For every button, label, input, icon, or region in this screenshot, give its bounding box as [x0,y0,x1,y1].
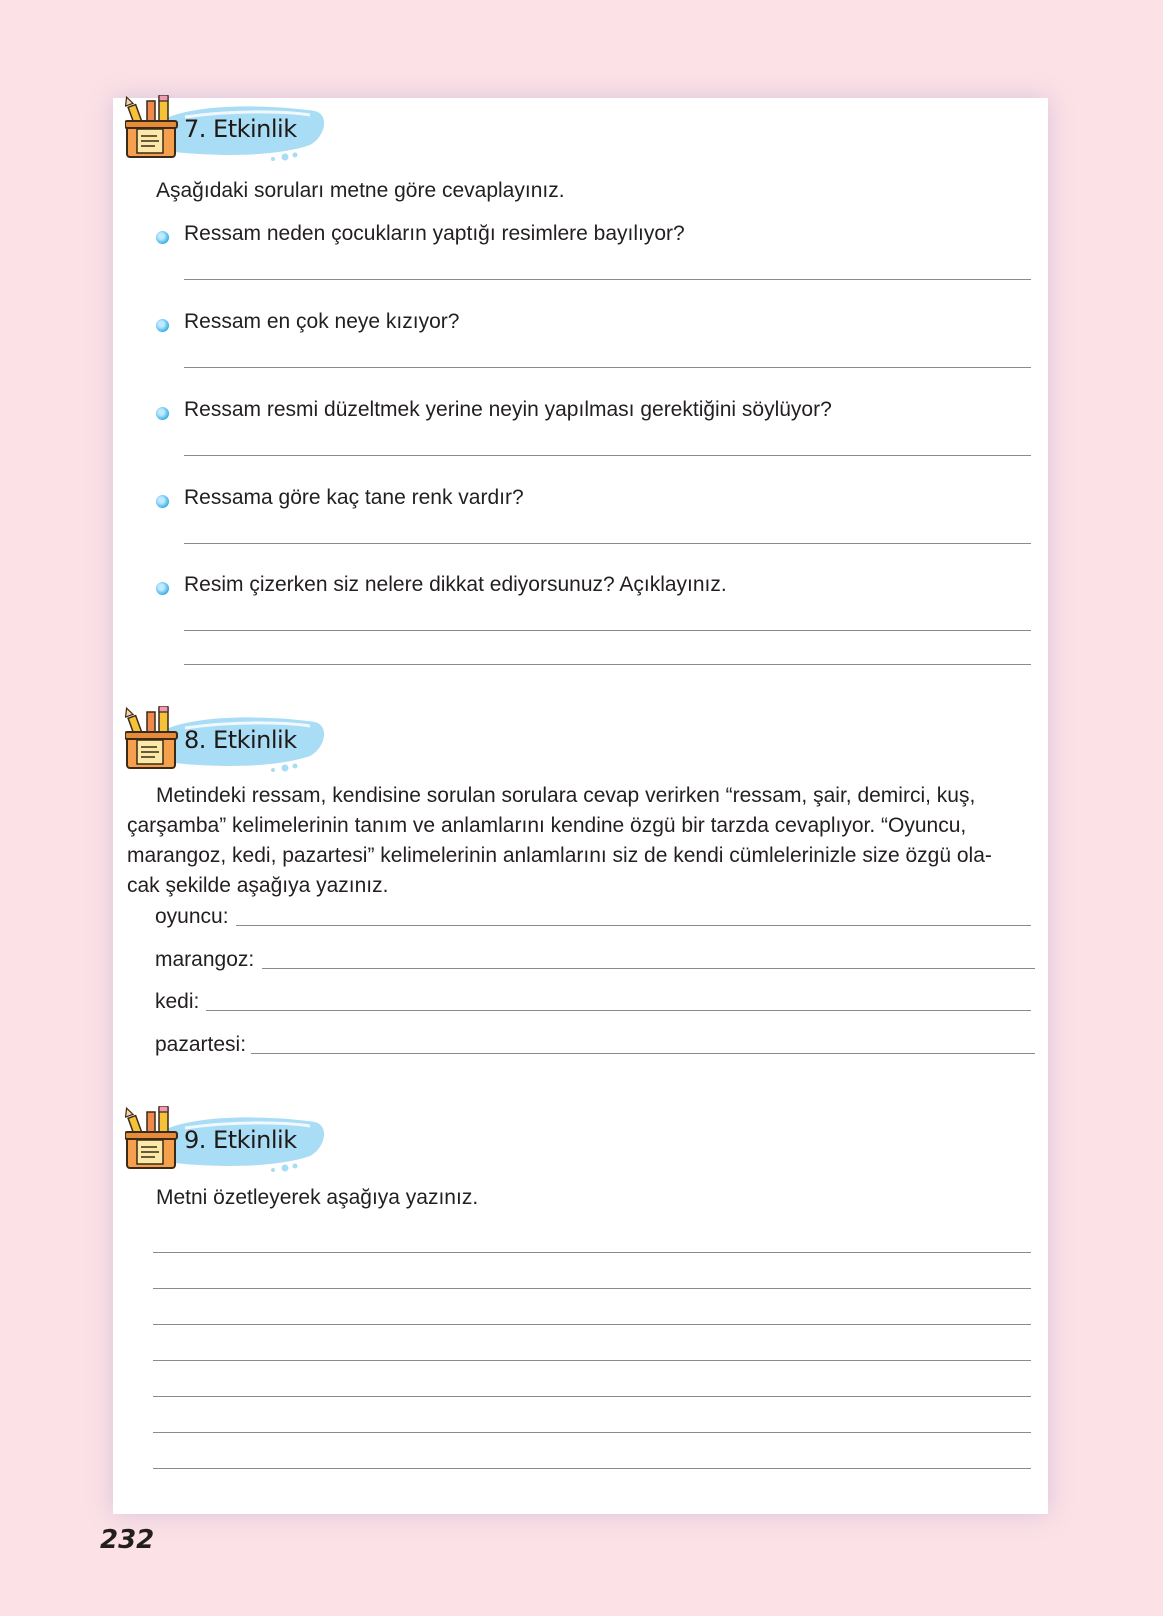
paragraph-line: marangoz, kedi, pazartesi” kelimelerinin anlamlarını siz de kendi cümlelerinizle size özgü ola- [127,844,992,867]
answer-line-2[interactable] [184,367,1031,368]
activity-9-instruction: Metni özetleyerek aşağıya yazınız. [156,1186,479,1209]
answer-line-1[interactable] [184,279,1031,280]
bullet-icon [156,495,169,508]
summary-line-4[interactable] [153,1360,1031,1361]
field-line-marangoz[interactable] [262,968,1035,969]
activity-9-title: 9. Etkinlik [184,1126,297,1154]
summary-line-3[interactable] [153,1324,1031,1325]
field-label-kedi: kedi: [155,990,200,1013]
bullet-icon [156,407,169,420]
bullet-icon [156,582,169,595]
summary-line-5[interactable] [153,1396,1031,1397]
answer-line-4[interactable] [184,543,1031,544]
field-label-oyuncu: oyuncu: [155,905,229,928]
activity-7-title: 7. Etkinlik [184,115,297,143]
field-label-pazartesi: pazartesi: [155,1033,247,1056]
activity-8-paragraph [127,781,1027,901]
question-1: Ressam neden çocukların yaptığı resimlere bayılıyor? [184,222,685,245]
activity-7-instruction: Aşağıdaki soruları metne göre cevaplayınız. [156,179,565,202]
paragraph-line: çarşamba” kelimelerinin tanım ve anlamlarını kendine özgü bir tarzda cevaplıyor. “Oyuncu, [127,814,967,837]
bullet-icon [156,231,169,244]
summary-line-6[interactable] [153,1432,1031,1433]
question-2: Ressam en çok neye kızıyor? [184,310,460,333]
activity-9-badge [125,1106,335,1178]
field-label-marangoz: marangoz: [155,948,255,971]
field-line-kedi[interactable] [206,1010,1031,1011]
question-3: Ressam resmi düzeltmek yerine neyin yapılması gerektiğini söylüyor? [184,398,832,421]
activity-8-title: 8. Etkinlik [184,726,297,754]
question-4: Ressama göre kaç tane renk vardır? [184,486,524,509]
field-line-oyuncu[interactable] [236,925,1031,926]
question-5: Resim çizerken siz nelere dikkat ediyorsunuz? Açıklayınız. [184,573,727,596]
activity-8-badge [125,706,335,778]
answer-line-5a[interactable] [184,630,1031,631]
paragraph-line: cak şekilde aşağıya yazınız. [127,874,389,897]
field-line-pazartesi[interactable] [251,1053,1035,1054]
page-number: 232 [100,1525,155,1555]
answer-line-3[interactable] [184,455,1031,456]
summary-line-7[interactable] [153,1468,1031,1469]
summary-line-1[interactable] [153,1252,1031,1253]
answer-line-5b[interactable] [184,664,1031,665]
bullet-icon [156,319,169,332]
paragraph-line: Metindeki ressam, kendisine sorulan sorulara cevap verirken “ressam, şair, demirci, kuş, [156,784,976,807]
activity-7-badge [125,95,335,167]
summary-line-2[interactable] [153,1288,1031,1289]
